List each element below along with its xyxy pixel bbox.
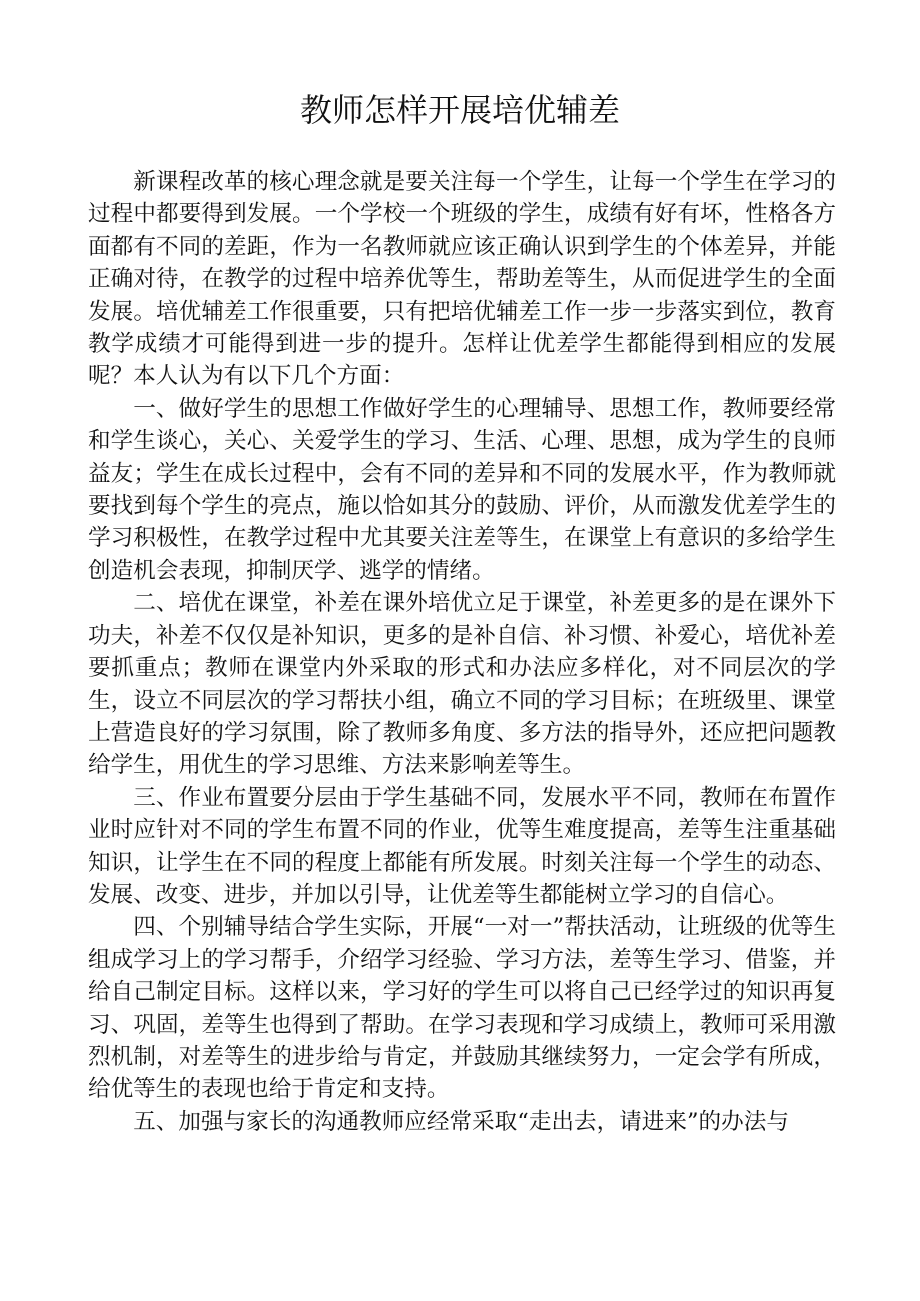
paragraph-point-5: 五、加强与家长的沟通教师应经常采取“走出去，请进来”的办法与 bbox=[133, 1108, 789, 1135]
document-body bbox=[88, 166, 836, 1138]
paragraph-point-4: 四、个别辅导结合学生实际，开展“一对一”帮扶活动，让班级的优等生组成学习上的学习帮手，介绍学习经验、学习方法，差等生学习、借鉴，并给自己制定目标。这样以来，学习好的学生可以将自己已经学过的知识再复习、巩固，差等生也得到了帮助。在学习表现和学习成绩上，教师可采用激烈机制，对差等生的进步给与肯定，并鼓励其继续努力，一定会学有所成，给优等生的表现也给于肯定和支持。 bbox=[88, 914, 836, 1103]
paragraph-point-2: 二、培优在课堂，补差在课外培优立足于课堂，补差更多的是在课外下功夫，补差不仅仅是补知识，更多的是补自信、补习惯、补爱心，培优补差要抓重点；教师在课堂内外采取的形式和办法应多样化，对不同层次的学生，设立不同层次的学习帮扶小组，确立不同的学习目标；在班级里、课堂上营造良好的学习氛围，除了教师多角度、多方法的指导外，还应把问题教给学生，用优生的学习思维、方法来影响差等生。 bbox=[88, 590, 836, 779]
paragraph-intro: 新课程改革的核心理念就是要关注每一个学生，让每一个学生在学习的过程中都要得到发展。一个学校一个班级的学生，成绩有好有坏，性格各方面都有不同的差距，作为一名教师就应该正确认识到学生的个体差异，并能正确对待，在教学的过程中培养优等生，帮助差等生，从而促进学生的全面发展。培优辅差工作很重要，只有把培优辅差工作一步一步落实到位，教育教学成绩才可能得到进一步的提升。怎样让优差学生都能得到相应的发展呢？本人认为有以下几个方面： bbox=[88, 169, 836, 390]
document-title: 教师怎样开展培优辅差 bbox=[299, 91, 620, 129]
paragraph-point-1: 一、做好学生的思想工作做好学生的心理辅导、思想工作，教师要经常和学生谈心，关心、关爱学生的学习、生活、心理、思想，成为学生的良师益友；学生在成长过程中，会有不同的差异和不同的发展水平，作为教师就要找到每个学生的亮点，施以恰如其分的鼓励、评价，从而激发优差学生的学习积极性，在教学过程中尤其要关注差等生，在课堂上有意识的多给学生创造机会表现，抑制厌学、逃学的情绪。 bbox=[88, 395, 836, 584]
paragraph-point-3: 三、作业布置要分层由于学生基础不同，发展水平不同，教师在布置作业时应针对不同的学生布置不同的作业，优等生难度提高，差等生注重基础知识，让学生在不同的程度上都能有所发展。时刻关注每一个学生的动态、发展、改变、进步，并加以引导，让优差等生都能树立学习的自信心。 bbox=[88, 784, 836, 908]
